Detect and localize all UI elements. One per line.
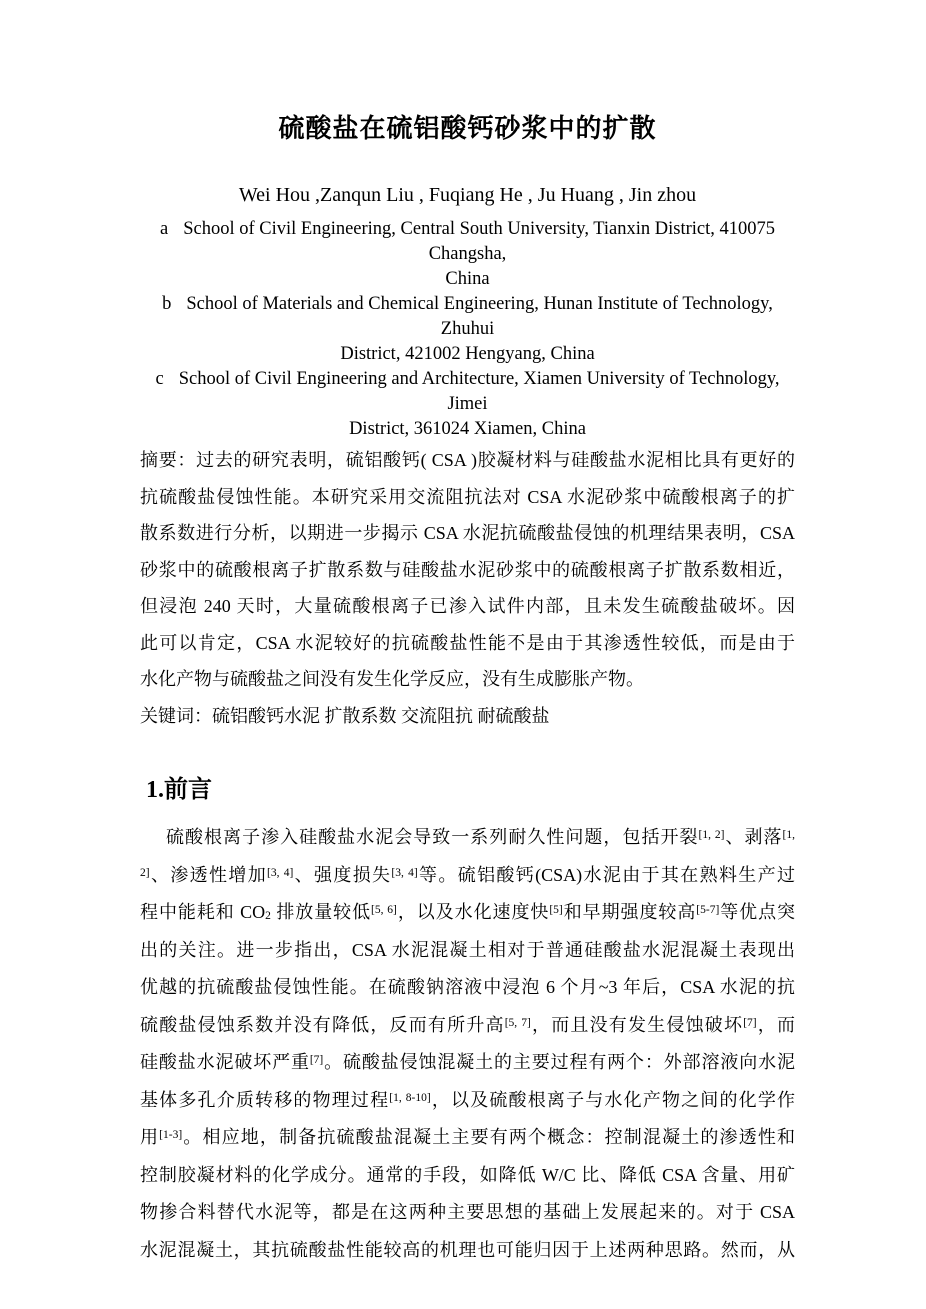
section-heading-intro: 1.前言 <box>146 777 212 803</box>
affiliation-line: District, 421002 Hengyang, China <box>340 344 595 364</box>
text-line: 物掺合料替代水泥等，都是在这两种主要思想的基础上发展起来的。对于 CSA <box>140 1202 795 1222</box>
text-line: 抗硫酸盐侵蚀性能。本研究采用交流阻抗法对 CSA 水泥砂浆中硫酸根离子的扩 <box>140 486 795 507</box>
affiliation-line: District, 361024 Xiamen, China <box>349 419 586 439</box>
affiliation <box>140 292 795 367</box>
text-line: 硫酸根离子渗入硅酸盐水泥会导致一系列耐久性问题，包括开裂[1, 2]、剥落$^{[1,}$ <box>166 827 795 847</box>
affiliation-label: c <box>155 369 164 389</box>
affiliation-label: a <box>159 219 169 239</box>
text-line: 程中能耗和 $CO_2$ 排放量较低[5, 6]，以及水化速度快[5]和早期强度较高[5-7]等优点突 <box>140 902 796 923</box>
text-line: 水泥混凝土，其抗硫酸盐性能较高的机理也可能归因于上述两种思路。然而，从 <box>140 1239 795 1260</box>
text-line: 控制胶凝材料的化学成分。通常的手段，如降低 W/C 比、降低 CSA 含量、用矿 <box>140 1164 795 1185</box>
text-line: 出的关注。进一步指出，CSA 水泥混凝土相对于普通硅酸盐水泥混凝土表现出 <box>140 939 795 960</box>
text-line: 优越的抗硫酸盐侵蚀性能。在硫酸钠溶液中浸泡 6 个月~3 年后，CSA 水泥的抗 <box>140 977 795 997</box>
keywords-line: 关键词：硫铝酸钙水泥 扩散系数 交流阻抗 耐硫酸盐 <box>140 705 550 726</box>
text-line: 但浸泡 240 天时，大量硫酸根离子已渗入试件内部，且未发生硫酸盐破坏。因 <box>140 596 795 616</box>
text-line: 用[1-3]。相应地，制备抗硫酸盐混凝土主要有两个概念：控制混凝土的渗透性和 <box>140 1127 796 1147</box>
affiliation-line <box>140 217 795 267</box>
affiliation-label: b <box>162 294 172 314</box>
text-line: 散系数进行分析，以期进一步揭示 CSA 水泥抗硫酸盐侵蚀的机理结果表明，CSA <box>140 523 795 543</box>
text-line: 硫酸盐侵蚀系数并没有降低，反而有所升高[5, 7]，而且没有发生侵蚀破坏[7]，而 <box>140 1014 796 1035</box>
affiliation-text: School of Materials and Chemical Engineering, Hunan Institute of Technology, Zhuhui <box>186 294 773 339</box>
affiliation-text: School of Civil Engineering and Architecture, Xiamen University of Technology, Jimei <box>178 369 780 414</box>
text-line: 此可以肯定，CSA 水泥较好的抗硫酸盐性能不是由于其渗透性较低，而是由于 <box>140 632 795 653</box>
affiliation-line <box>140 292 795 342</box>
text-line: 基体多孔介质转移的物理过程[1, 8-10]，以及硫酸根离子与水化产物之间的化学作 <box>140 1089 795 1110</box>
text-line: 水化产物与硫酸盐之间没有发生化学反应，没有生成膨胀产物。 <box>140 669 644 689</box>
affiliation <box>140 367 795 442</box>
affiliation-line <box>140 367 795 417</box>
paper-title: 硫酸盐在硫铝酸钙砂浆中的扩散 <box>278 114 657 143</box>
affiliation-text: School of Civil Engineering, Central South University, Tianxin District, 410075 Changsha, <box>183 219 776 264</box>
affiliation <box>140 217 795 292</box>
authors-line: Wei Hou ,Zanqun Liu , Fuqiang He , Ju Huang , Jin zhou <box>238 184 697 206</box>
text-line: 摘要：过去的研究表明，硫铝酸钙( CSA )胶凝材料与硅酸盐水泥相比具有更好的 <box>140 450 795 470</box>
text-line: 砂浆中的硫酸根离子扩散系数与硅酸盐水泥砂浆中的硫酸根离子扩散系数相近， <box>140 559 795 580</box>
affiliation-line: China <box>445 269 490 289</box>
text-line: 硅酸盐水泥破坏严重[7]。硫酸盐侵蚀混凝土的主要过程有两个：外部溶液向水泥 <box>140 1052 796 1072</box>
affiliations <box>140 217 795 442</box>
intro-paragraph <box>140 819 795 1269</box>
text-line: $^{2]}$、渗透性增加[3, 4]、强度损失[3, 4]等。硫铝酸钙(CSA)水泥由于其在熟料生产过 <box>140 864 795 885</box>
abstract-paragraph <box>140 442 795 698</box>
